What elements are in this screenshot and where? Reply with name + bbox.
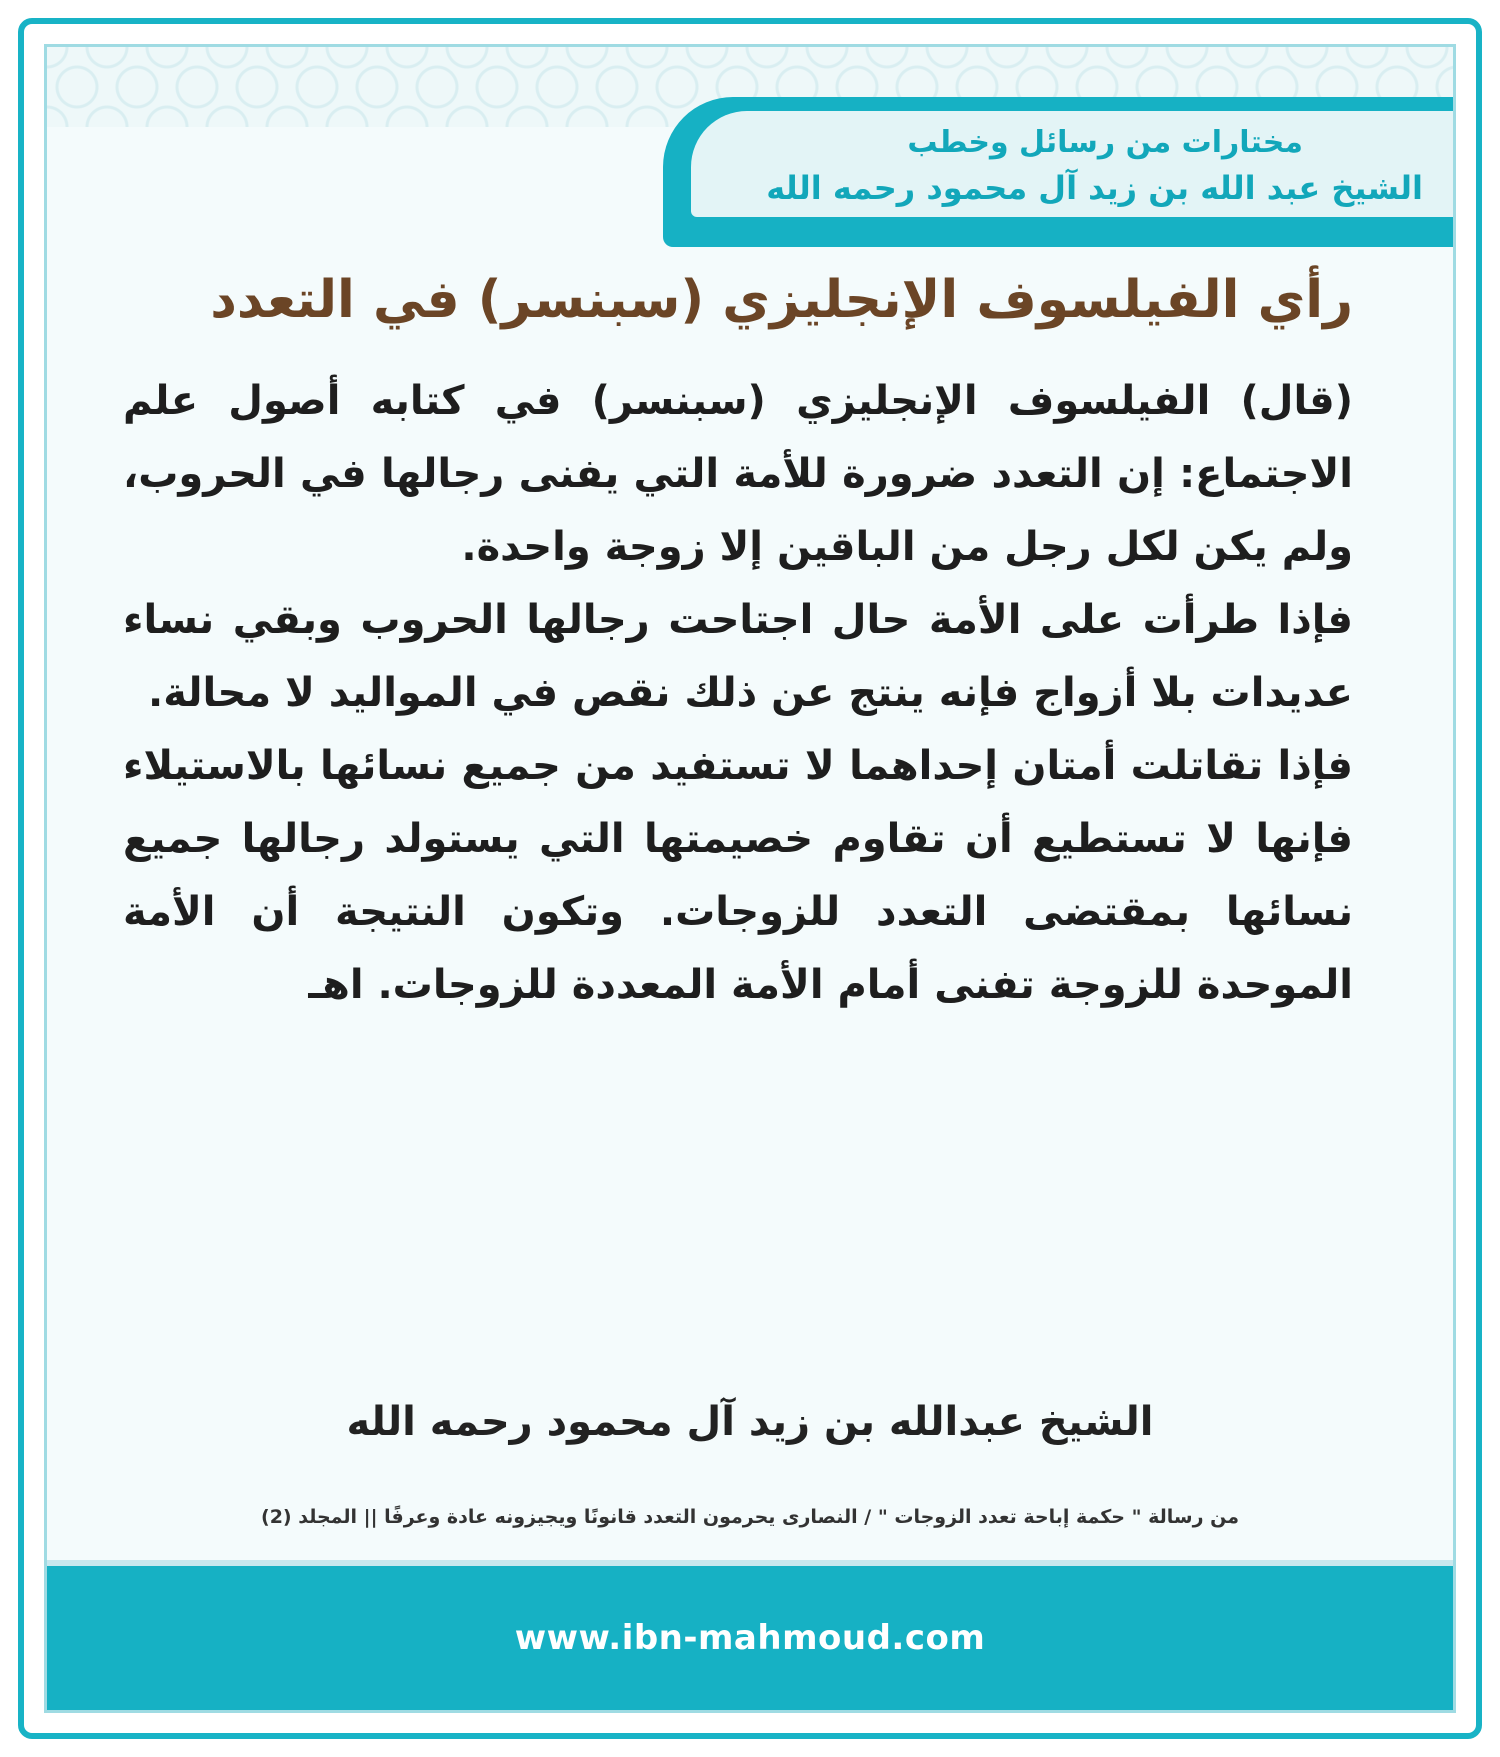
footer-band [47, 1560, 1453, 1710]
article-paragraph: (قال) الفيلسوف الإنجليزي (سبنسر) في كتابه أصول علم الاجتماع: إن التعدد ضرورة للأمة التي يفنى رجالها في الحروب، ولم يكن لكل رجل من الباقين إلا زوجة واحدة. [123, 378, 1353, 570]
card [44, 44, 1456, 1713]
article-paragraph: فإذا تقاتلت أمتان إحداهما لا تستفيد من جميع نسائها بالاستيلاء فإنها لا تستطيع أن تقاوم خصيمتها التي يستولد رجالها جميع نسائها بمقتضى التعدد للزوجات. وتكون النتيجة أن الأمة الموحدة للزوجة تفنى أمام الأمة المعددة للزوجات. اهـ [123, 743, 1353, 1008]
source-citation: من رسالة " حكمة إباحة تعدد الزوجات " / النصارى يحرمون التعدد قانونًا ويجيزونه عادة وعرفًا || المجلد (2) [261, 1506, 1239, 1528]
article-title: رأي الفيلسوف الإنجليزي (سبنسر) في التعدد [210, 270, 1353, 330]
website-link[interactable]: www.ibn-mahmoud.com [514, 1618, 986, 1658]
header-banner-content [691, 111, 1453, 217]
article-paragraph: فإذا طرأت على الأمة حال اجتاحت رجالها الحروب وبقي نساء عديدات بلا أزواج فإنه ينتج عن ذلك نقص في المواليد لا محالة. [123, 597, 1353, 716]
header-banner [663, 97, 1453, 247]
article-body [123, 365, 1353, 1022]
series-title: مختارات من رسائل وخطب [907, 125, 1303, 160]
author-name-header: الشيخ عبد الله بن زيد آل محمود رحمه الله [766, 169, 1423, 207]
author-signature: الشيخ عبدالله بن زيد آل محمود رحمه الله [346, 1399, 1154, 1445]
